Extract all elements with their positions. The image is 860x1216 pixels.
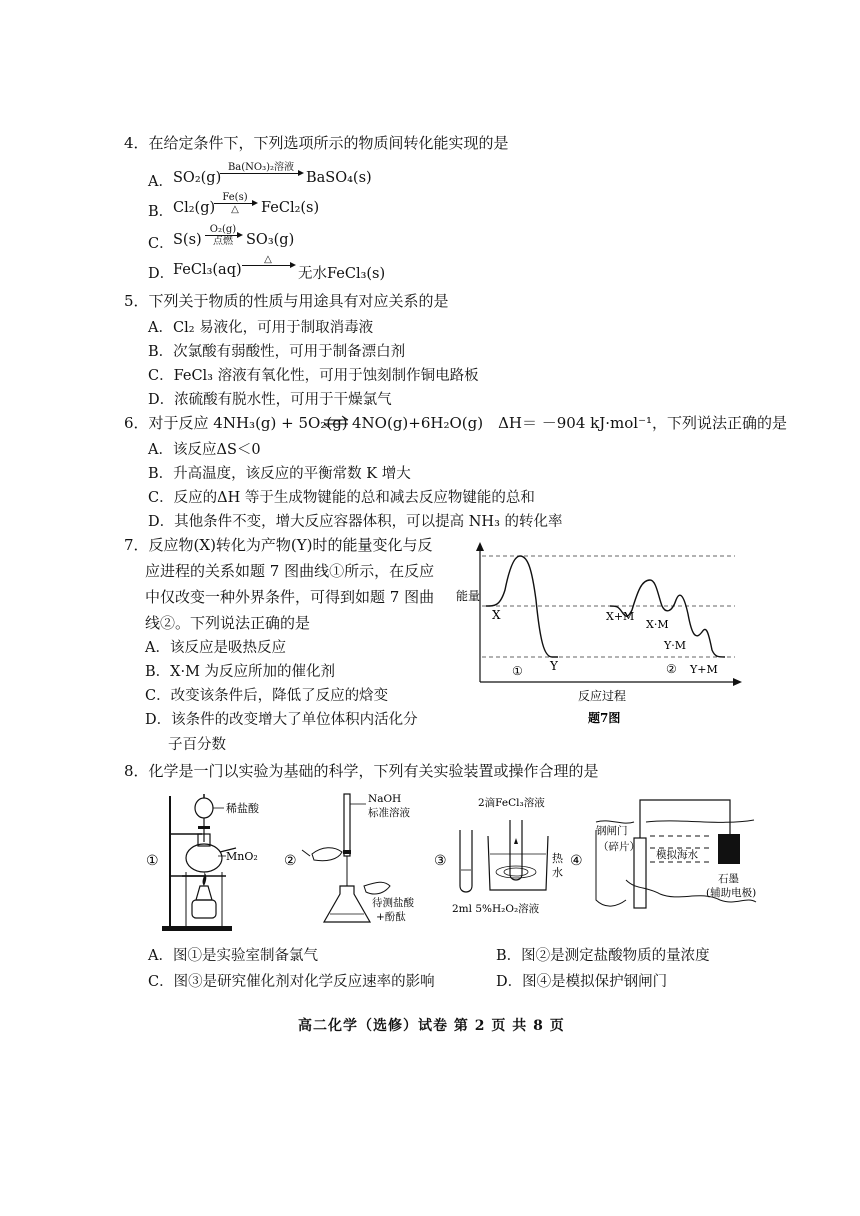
page-footer: 高二化学（选修）试卷 第 2 页 共 8 页 [298, 1018, 565, 1034]
apparatus-figure-4 [570, 790, 760, 935]
label-hot-1: 热 [552, 852, 563, 865]
q6-option-b: B．升高温度，该反应的平衡常数 K 增大 [148, 466, 411, 482]
y-axis-label-1: 能量 [456, 589, 481, 603]
label-steel-gate: 钢闸门 [596, 825, 628, 837]
label-x-dot-m: X·M [646, 618, 669, 631]
q4-stem: 4．在给定条件下，下列选项所示的物质间转化能实现的是 [124, 134, 509, 152]
label-y-plus-m: Y+M [690, 663, 718, 676]
figure-number-2: ② [284, 853, 297, 869]
label-naoh: NaOH [368, 793, 402, 805]
label-x-plus-m: X+M [606, 610, 635, 623]
q8-option-d: D．图④是模拟保护钢闸门 [496, 974, 668, 990]
q7-option-d-cont: 子百分数 [168, 737, 226, 753]
label-h2o2-solution: 2ml 5%H₂O₂溶液 [452, 903, 540, 915]
curve-1 [486, 556, 558, 657]
q8-option-b: B．图②是测定盐酸物质的量浓度 [496, 948, 710, 964]
reaction-arrow: O₂(g) 点燃 [205, 224, 241, 247]
energy-diagram [440, 540, 750, 725]
reactant: SO₂(g) [173, 170, 222, 186]
q7-stem-line-1: 7．反应物(X)转化为产物(Y)时的能量变化与反 [124, 536, 433, 554]
x-axis-arrow-icon [733, 678, 742, 686]
q8-option-a: A．图①是实验室制备氯气 [148, 948, 318, 964]
figure-number-1: ① [146, 853, 159, 869]
q5-option-b: B．次氯酸有弱酸性，可用于制备漂白剂 [148, 344, 406, 360]
q7-stem-line-3: 中仅改变一种外界条件，可得到如题 7 图曲 [145, 588, 435, 606]
label-standard-solution: 标准溶液 [368, 807, 410, 819]
reaction-arrow: Fe(s) △ [214, 192, 256, 215]
label-dilute-hcl: 稀盐酸 [226, 802, 259, 815]
label-x: X [492, 608, 501, 622]
label-y: Y [550, 659, 558, 673]
q6-stem-prefix: 6．对于反应 4NH₃(g) + 5O₂(g) [124, 414, 348, 432]
q6-option-c: C．反应的ΔH 等于生成物键能的总和减去反应物键能的总和 [148, 490, 535, 506]
reactant: FeCl₃(aq) [173, 262, 242, 278]
label-fecl3-drops: 2滴FeCl₃溶液 [478, 797, 545, 809]
product: SO₃(g) [246, 232, 295, 248]
product: 无水FeCl₃(s) [298, 266, 386, 282]
x-axis-label: 反应过程 [578, 689, 627, 703]
option-label: D． [148, 266, 175, 282]
label-curve-2: ② [666, 662, 677, 676]
reaction-arrow: △ [242, 254, 294, 266]
q6-option-d: D．其他条件不变，增大反应容器体积，可以提高 NH₃ 的转化率 [148, 514, 563, 530]
label-phenolphthalein: +酚酞 [376, 911, 406, 923]
label-simulated-seawater: 模拟海水 [656, 849, 698, 861]
q7-stem-line-2: 应进程的关系如题 7 图曲线①所示，在反应 [145, 562, 435, 580]
figure-caption: 题7图 [588, 711, 621, 725]
q5-option-a: A．Cl₂ 易液化，可用于制取消毒液 [148, 320, 374, 336]
q5-option-c: C．FeCl₃ 溶液有氧化性，可用于蚀刻制作铜电路板 [148, 368, 479, 384]
option-label: C． [148, 236, 174, 252]
q8-option-c: C．图③是研究催化剂对化学反应速率的影响 [148, 974, 435, 990]
figure-number-3: ③ [434, 853, 447, 869]
q5-stem: 5．下列关于物质的性质与用途具有对应关系的是 [124, 292, 449, 310]
q7-option-c: C．改变该条件后，降低了反应的焓变 [145, 688, 389, 704]
product: BaSO₄(s) [306, 170, 372, 186]
q6-stem-suffix: 4NO(g)+6H₂O(g) ΔH＝ －904 kJ·mol⁻¹，下列说法正确的是 [352, 414, 788, 432]
label-hcl-sample: 待测盐酸 [372, 897, 414, 909]
reaction-arrow: Ba(NO₃)₂溶液 [220, 162, 302, 174]
q5-option-d: D．浓硫酸有脱水性，可用于干燥氯气 [148, 392, 392, 408]
q7-stem-line-4: 线②。下列说法正确的是 [145, 614, 311, 632]
apparatus-figure-2 [280, 790, 430, 935]
apparatus-figure-3 [430, 790, 580, 935]
reactant: S(s) [173, 232, 202, 248]
q7-option-a: A．该反应是吸热反应 [145, 640, 286, 656]
label-fragment: （碎片） [598, 841, 640, 853]
q6-option-a: A．该反应ΔS＜0 [148, 442, 261, 458]
option-label: A． [148, 174, 173, 190]
q8-stem: 8．化学是一门以实验为基础的科学，下列有关实验装置或操作合理的是 [124, 762, 599, 780]
label-graphite: 石墨 [718, 873, 739, 885]
label-y-dot-m: Y·M [664, 639, 687, 652]
reactant: Cl₂(g) [173, 200, 216, 216]
label-hot-2: 水 [552, 866, 563, 879]
q7-option-b: B．X·M 为反应所加的催化剂 [145, 664, 336, 680]
q7-option-d: D．该条件的改变增大了单位体积内活化分 [145, 712, 418, 728]
equilibrium-arrow-icon [322, 415, 350, 429]
label-auxiliary-electrode: (辅助电极) [706, 887, 757, 899]
option-label: B． [148, 204, 174, 220]
figure-number-4: ④ [570, 853, 583, 869]
label-mno2: MnO₂ [226, 850, 258, 863]
label-curve-1: ① [512, 664, 523, 678]
y-axis-arrow-icon [476, 542, 484, 551]
product: FeCl₂(s) [261, 200, 320, 216]
apparatus-figure-1 [140, 790, 290, 935]
